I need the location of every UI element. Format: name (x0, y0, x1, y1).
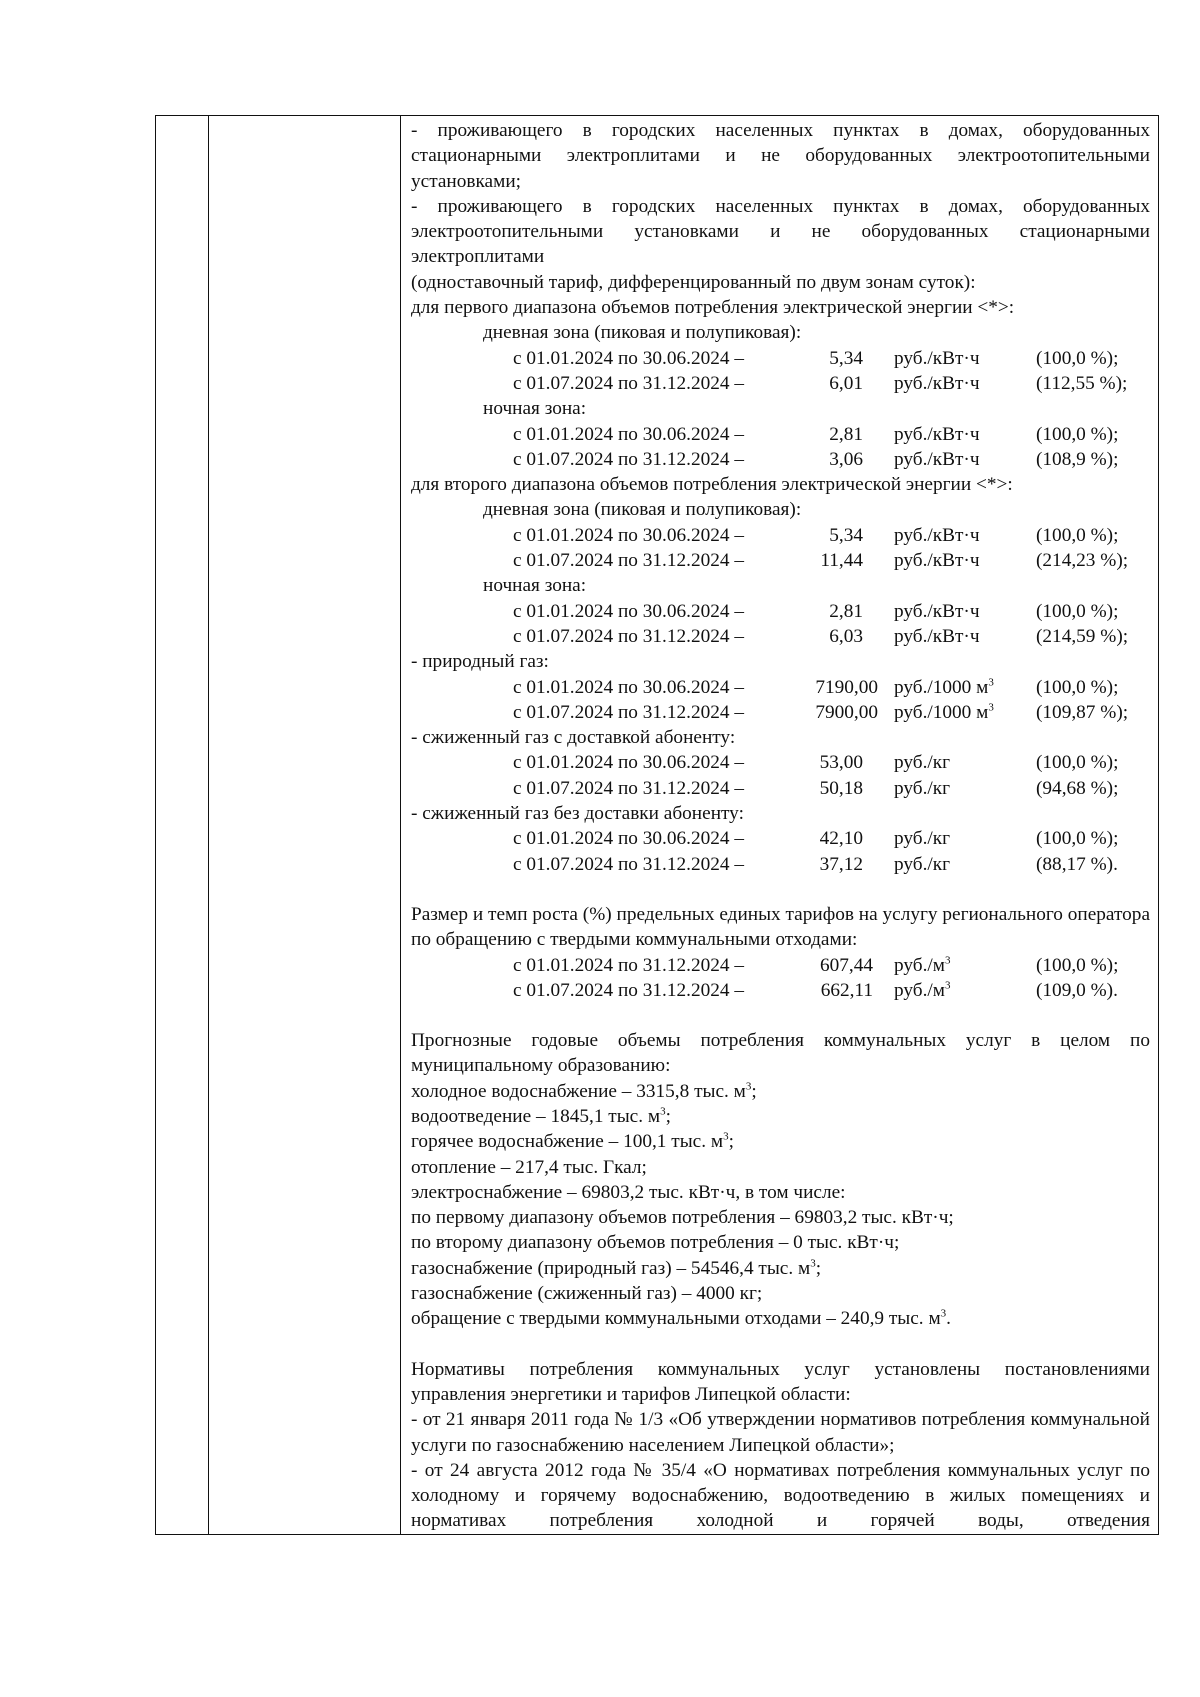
volumes-paragraph: Прогнозные годовые объемы потребления коммунальных услуг в целом по муниципальному образованию: (411, 1030, 1150, 1077)
table-row (156, 116, 1159, 1535)
price-value: 37,12 (819, 853, 863, 875)
tariff-row (411, 700, 1150, 725)
price-unit: руб./кВт·ч (894, 600, 980, 622)
price-unit: руб./кг (894, 752, 951, 774)
document-table (155, 115, 1159, 1535)
growth-percent: (109,87 %); (1036, 701, 1129, 723)
period: с 01.01.2024 по 30.06.2024 – (513, 676, 744, 698)
volume-item: обращение с твердыми коммунальными отходами – 240,9 тыс. $м^3$. (411, 1307, 951, 1330)
growth-percent: (100,0 %); (1036, 828, 1119, 850)
period: с 01.07.2024 по 31.12.2024 – (513, 979, 744, 1001)
period: с 01.07.2024 по 31.12.2024 – (513, 853, 744, 875)
growth-percent: (100,0 %); (1036, 600, 1119, 622)
tariff-row (411, 548, 1150, 573)
price-value: 6,03 (829, 625, 863, 647)
price-value: 6,01 (829, 372, 863, 394)
growth-percent: (100,0 %); (1036, 752, 1119, 774)
tariff-row (411, 953, 1150, 978)
intro-paragraph: - проживающего в городских населенных пунктах в домах, оборудованных электроотопительными установками и не оборудованных стационарными электроплитами (411, 195, 1150, 268)
content-text (401, 116, 1158, 1534)
period: с 01.01.2024 по 30.06.2024 – (513, 828, 744, 850)
price-unit: $руб./м^3$ (894, 954, 951, 976)
normative-item: - от 21 января 2011 года № 1/3 «Об утверждении нормативов потребления коммунальной услуги по газоснабжению населением Липецкой области»; (411, 1409, 1150, 1456)
period: с 01.01.2024 по 30.06.2024 – (513, 347, 744, 369)
price-value: 5,34 (829, 524, 863, 546)
tariff-row (411, 447, 1150, 472)
tariff-row (411, 371, 1150, 396)
zone-label: дневная зона (пиковая и полупиковая): (483, 499, 802, 521)
zone-label: дневная зона (пиковая и полупиковая): (483, 322, 802, 344)
price-unit: руб./кВт·ч (894, 550, 980, 572)
price-unit: руб./кВт·ч (894, 625, 980, 647)
tariff-row (411, 675, 1150, 700)
number-cell (156, 116, 209, 1535)
price-value: 53,00 (819, 752, 863, 774)
period: с 01.01.2024 по 30.06.2024 – (513, 600, 744, 622)
price-unit: руб./кВт·ч (894, 448, 980, 470)
period: с 01.07.2024 по 31.12.2024 – (513, 625, 744, 647)
price-value: 11,44 (820, 550, 863, 572)
growth-percent: (94,68 %); (1036, 777, 1119, 799)
zone-label: ночная зона: (483, 575, 587, 597)
growth-percent: (214,59 %); (1036, 625, 1129, 647)
content-cell (401, 116, 1159, 1535)
price-value: 50,18 (819, 777, 863, 799)
zone-label: ночная зона: (483, 398, 587, 420)
price-value: 42,10 (819, 828, 863, 850)
price-value: 607,44 (819, 954, 873, 976)
growth-percent: (214,23 %); (1036, 550, 1129, 572)
price-value: 662,11 (820, 979, 873, 1001)
tariff-row (411, 599, 1150, 624)
period: с 01.07.2024 по 31.12.2024 – (513, 777, 744, 799)
volume-item: газоснабжение (природный газ) – 54546,4 тыс. $м^3$; (411, 1257, 822, 1279)
volume-item: холодное водоснабжение – 3315,8 тыс. $м^3$; (411, 1080, 757, 1102)
period: с 01.07.2024 по 31.12.2024 – (513, 550, 744, 572)
period: с 01.07.2024 по 31.12.2024 – (513, 701, 744, 723)
growth-percent: (108,9 %); (1036, 448, 1119, 470)
tariff-row (411, 624, 1150, 649)
price-value: 2,81 (829, 423, 863, 445)
section-title: для первого диапазона объемов потребления электрической энергии <*>: (411, 297, 1015, 319)
section-title: для второго диапазона объемов потребления электрической энергии <*>: (411, 474, 1013, 496)
price-unit: $руб./м^3$ (894, 979, 951, 1001)
volume-item: водоотведение – 1845,1 тыс. $м^3$; (411, 1105, 671, 1127)
tariff-row (411, 750, 1150, 775)
period: с 01.01.2024 по 30.06.2024 – (513, 423, 744, 445)
tariff-row (411, 978, 1150, 1003)
volume-item: по второму диапазону объемов потребления – 0 тыс. кВт·ч; (411, 1232, 900, 1254)
price-unit: руб./кВт·ч (894, 423, 980, 445)
price-value: 5,34 (829, 347, 863, 369)
growth-percent: (100,0 %); (1036, 954, 1119, 976)
normatives-paragraph: Нормативы потребления коммунальных услуг установлены постановлениями управления энергетики и тарифов Липецкой области: (411, 1358, 1150, 1405)
price-unit: руб./кВт·ч (894, 524, 980, 546)
msw-paragraph: Размер и темп роста (%) предельных единых тарифов на услугу регионального оператора по обращению с твердыми коммунальными отходами: (411, 903, 1150, 951)
tariff-row (411, 776, 1150, 801)
period: с 01.01.2024 по 31.12.2024 – (513, 954, 744, 976)
volume-item: горячее водоснабжение – 100,1 тыс. $м^3$; (411, 1130, 734, 1153)
section-title: - природный газ: (411, 651, 549, 673)
price-unit: руб./кг (894, 777, 951, 799)
price-value: 7900,00 (815, 701, 878, 723)
period: с 01.07.2024 по 31.12.2024 – (513, 448, 744, 470)
growth-percent: (112,55 %); (1036, 372, 1128, 394)
tariff-note: (одноставочный тариф, дифференцированный по двум зонам суток): (411, 271, 976, 293)
tariff-row (411, 826, 1150, 851)
intro-paragraph: - проживающего в городских населенных пунктах в домах, оборудованных стационарными электроплитами и не оборудованных электроотопительными установками; (411, 120, 1150, 192)
price-unit: руб./кВт·ч (894, 372, 980, 394)
section-title: - сжиженный газ без доставки абоненту: (411, 803, 744, 825)
period: с 01.07.2024 по 31.12.2024 – (513, 372, 744, 394)
volume-item: по первому диапазону объемов потребления – 69803,2 тыс. кВт·ч; (411, 1207, 954, 1229)
price-value: 2,81 (829, 600, 863, 622)
growth-percent: (88,17 %). (1036, 853, 1118, 875)
price-unit: руб./1000 $м^3$ (894, 676, 994, 698)
tariff-row (411, 346, 1150, 371)
period: с 01.01.2024 по 30.06.2024 – (513, 752, 744, 774)
growth-percent: (100,0 %); (1036, 347, 1119, 369)
price-value: 7190,00 (815, 676, 878, 698)
tariff-row (411, 422, 1150, 447)
price-unit: руб./кВт·ч (894, 347, 980, 369)
tariff-row (411, 852, 1150, 877)
volume-item: газоснабжение (сжиженный газ) – 4000 кг; (411, 1283, 763, 1305)
price-unit: руб./кг (894, 853, 951, 875)
volume-item: отопление – 217,4 тыс. Гкал; (411, 1156, 647, 1178)
name-cell (209, 116, 401, 1535)
period: с 01.01.2024 по 30.06.2024 – (513, 524, 744, 546)
price-value: 3,06 (829, 448, 863, 470)
growth-percent: (100,0 %); (1036, 423, 1119, 445)
growth-percent: (100,0 %); (1036, 676, 1119, 698)
price-unit: руб./1000 $м^3$ (894, 701, 994, 723)
growth-percent: (109,0 %). (1036, 979, 1118, 1001)
volume-item: электроснабжение – 69803,2 тыс. кВт·ч, в том числе: (411, 1181, 846, 1203)
section-title: - сжиженный газ с доставкой абоненту: (411, 727, 736, 749)
tariff-row (411, 523, 1150, 548)
growth-percent: (100,0 %); (1036, 524, 1119, 546)
price-unit: руб./кг (894, 828, 951, 850)
normative-item: - от 24 августа 2012 года № 35/4 «О нормативах потребления коммунальных услуг по холодному и горячему водоснабжению, водоотведению в жилых помещениях и нормативах потребления холодной и горячей воды, отведения (411, 1459, 1150, 1532)
